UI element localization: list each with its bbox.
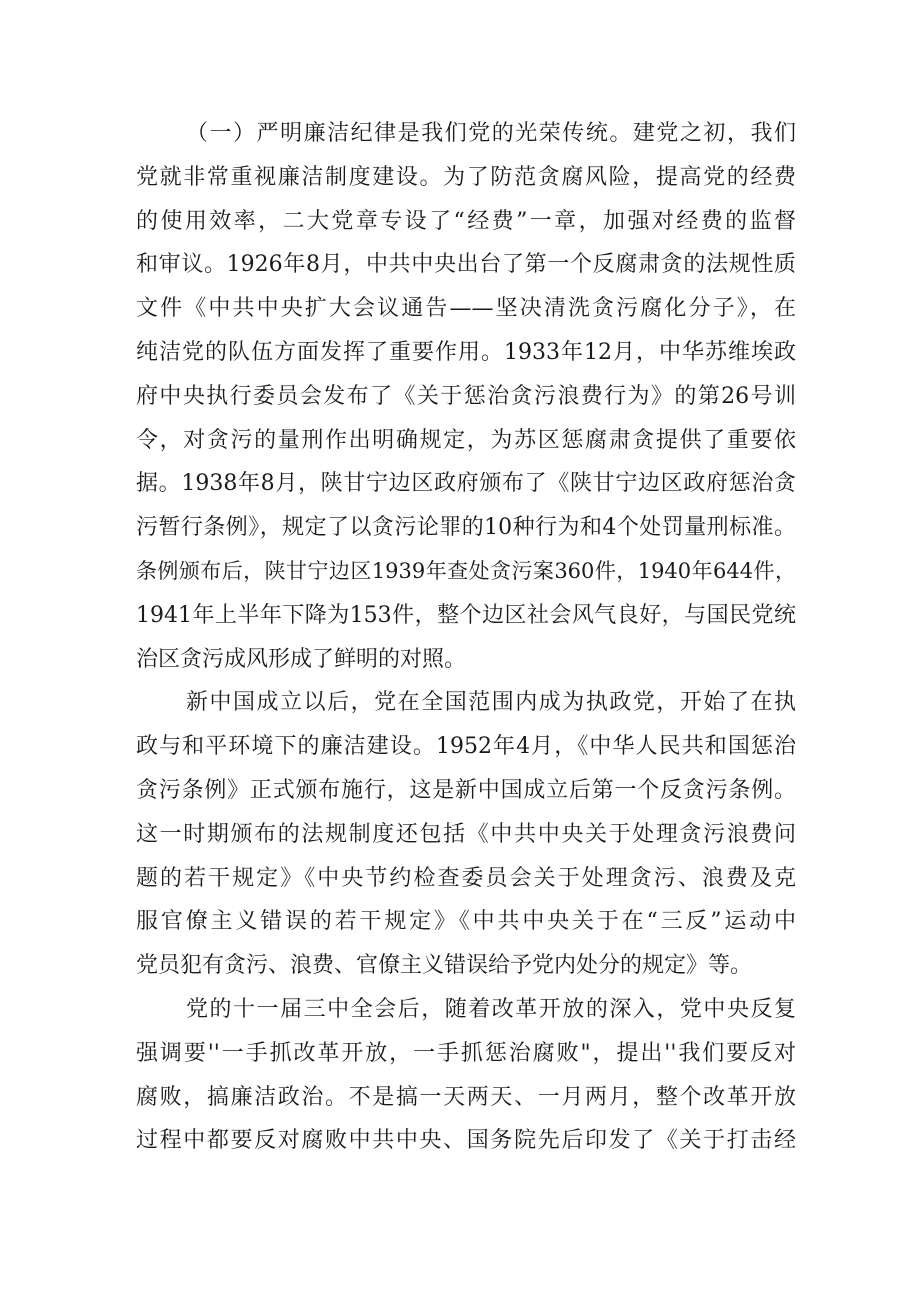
text-line: 过程中都要反对腐败中共中央、国务院先后印发了《关于打击经 — [136, 1128, 796, 1154]
paragraph-3 — [136, 988, 796, 1163]
text-line: 党员犯有贪污、浪费、官僚主义错误给予党内处分的规定》等。 — [136, 953, 753, 979]
text-line: 文件《中共中央扩大会议通告——坚决清洗贪污腐化分子》，在 — [136, 296, 796, 322]
text-line: 污暂行条例》，规定了以贪污论罪的10种行为和4个处罚量刑标准。 — [136, 515, 796, 541]
text-line: 政与和平环境下的廉洁建设。1952年4月，《中华人民共和国惩治 — [136, 734, 796, 760]
text-line: 新中国成立以后，党在全国范围内成为执政党，开始了在执 — [186, 690, 796, 716]
text-line: 党就非常重视廉洁制度建设。为了防范贪腐风险，提高党的经费 — [136, 164, 796, 190]
text-line: 条例颁布后，陕甘宁边区1939年查处贪污案360件，1940年644件， — [136, 558, 796, 583]
text-line: 腐败，搞廉洁政治。不是搞一天两天、一月两月，整个改革开放 — [136, 1084, 796, 1110]
text-line: （一）严明廉洁纪律是我们党的光荣传统。建党之初，我们 — [186, 121, 796, 146]
text-line: 据。1938年8月，陕甘宁边区政府颁布了《陕甘宁边区政府惩治贪 — [136, 471, 796, 497]
text-line: 和审议。1926年8月，中共中央出台了第一个反腐肃贪的法规性质 — [136, 252, 796, 278]
text-line: 府中央执行委员会发布了《关于惩治贪污浪费行为》的第26号训 — [136, 383, 796, 409]
text-line: 的使用效率，二大党章专设了“经费”一章，加强对经费的监督 — [136, 208, 796, 234]
text-line: 强调要''一手抓改革开放，一手抓惩治腐败"，提出''我们要反对 — [136, 1040, 796, 1066]
text-line: 题的若干规定》《中央节约检查委员会关于处理贪污、浪费及克 — [136, 865, 796, 891]
paragraph-2 — [136, 681, 796, 988]
text-line: 纯洁党的队伍方面发挥了重要作用。1933年12月，中华苏维埃政 — [136, 339, 796, 365]
text-line: 治区贪污成风形成了鲜明的对照。 — [136, 646, 467, 672]
text-line: 1941年上半年下降为153件，整个边区社会风气良好，与国民党统 — [136, 602, 796, 628]
text-line: 令，对贪污的量刑作出明确规定，为苏区惩腐肃贪提供了重要依 — [136, 427, 796, 453]
paragraph-1 — [136, 112, 796, 681]
text-line: 贪污条例》正式颁布施行，这是新中国成立后第一个反贪污条例。 — [136, 777, 796, 803]
text-line: 服官僚主义错误的若干规定》《中共中央关于在“三反”运动中 — [136, 909, 796, 935]
text-line: 党的十一届三中全会后，随着改革开放的深入，党中央反复 — [186, 996, 796, 1022]
text-line: 这一时期颁布的法规制度还包括《中共中央关于处理贪污浪费问 — [136, 821, 796, 847]
document-body — [136, 112, 796, 1163]
